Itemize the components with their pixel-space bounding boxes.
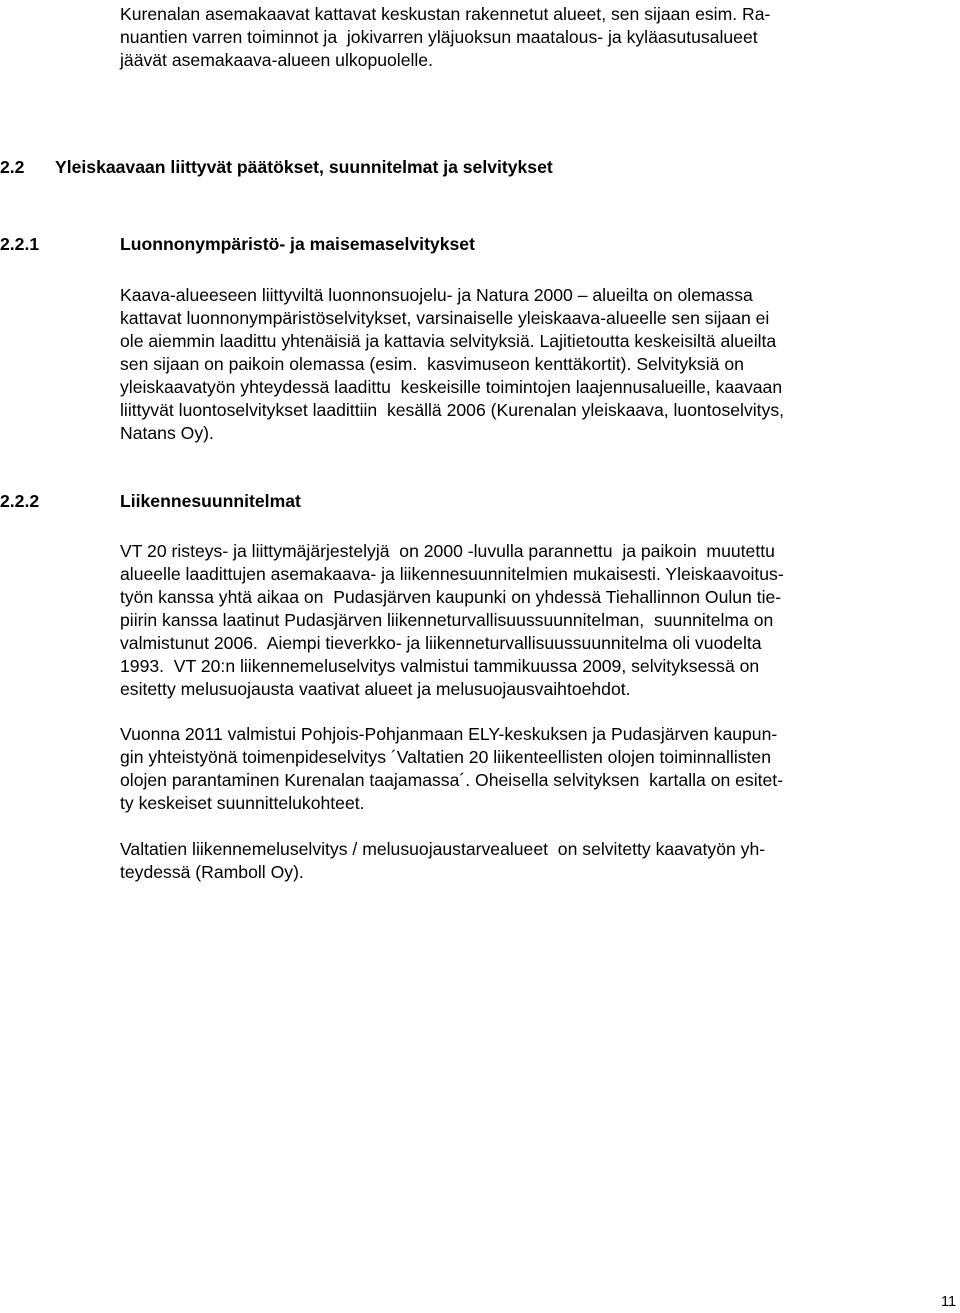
paragraph-line: Natans Oy). <box>120 423 214 443</box>
intro-line-1: Kurenalan asemakaavat kattavat keskustan rakennetut alueet, sen sijaan esim. Ra- <box>120 4 771 24</box>
section-number: 2.2.2 <box>0 491 40 511</box>
intro-line-2: nuantien varren toiminnot ja jokivarren yläjuoksun maatalous- ja kyläasutusalueet <box>120 27 758 47</box>
paragraph-line: Kaava-alueeseen liittyviltä luonnonsuojelu- ja Natura 2000 – alueilta on olemassa <box>120 285 753 305</box>
paragraph-line: VT 20 risteys- ja liittymäjärjestelyjä on 2000 -luvulla parannettu ja paikoin muutettu <box>120 541 775 561</box>
paragraph-line: Valtatien liikennemeluselvitys / melusuojaustarvealueet on selvitetty kaavatyön yh- <box>120 839 766 859</box>
paragraph-line: olojen parantaminen Kurenalan taajamassa´. Oheisella selvityksen kartalla on esitet- <box>120 770 784 790</box>
intro-line-3: jäävät asemakaava-alueen ulkopuolelle. <box>120 50 433 70</box>
paragraph-line: 1993. VT 20:n liikennemeluselvitys valmistui tammikuussa 2009, selvityksessä on <box>120 656 760 676</box>
paragraph-line: ty keskeiset suunnittelukohteet. <box>120 793 365 813</box>
paragraph-line: sen sijaan on paikoin olemassa (esim. kasvimuseon kenttäkortit). Selvityksiä on <box>120 354 744 374</box>
section-title: Luonnonympäristö- ja maisemaselvitykset <box>120 234 475 254</box>
section-title: Yleiskaavaan liittyvät päätökset, suunnitelmat ja selvitykset <box>55 157 553 177</box>
section-title: Liikennesuunnitelmat <box>120 491 301 511</box>
page-number: 11 <box>941 1294 957 1310</box>
paragraph-line: esitetty melusuojausta vaativat alueet ja melusuojausvaihtoehdot. <box>120 679 631 699</box>
paragraph-line: valmistunut 2006. Aiempi tieverkko- ja liikenneturvallisuussuunnitelma oli vuodelta <box>120 633 762 653</box>
paragraph-line: gin yhteistyönä toimenpideselvitys ´Valtatien 20 liikenteellisten olojen toiminnallisten <box>120 747 772 767</box>
paragraph-line: piirin kanssa laatinut Pudasjärven liikenneturvallisuussuunnitelman, suunnitelma on <box>120 610 774 630</box>
paragraph-line: liittyvät luontoselvitykset laadittiin kesällä 2006 (Kurenalan yleiskaava, luontoselvitys, <box>120 400 785 420</box>
paragraph-line: kattavat luonnonympäristöselvitykset, varsinaiselle yleiskaava-alueelle sen sijaan ei <box>120 308 770 328</box>
paragraph-line: ole aiemmin laadittu yhtenäisiä ja kattavia selvityksiä. Lajitietoutta keskeisiltä alueilta <box>120 331 777 351</box>
paragraph-line: Vuonna 2011 valmistui Pohjois-Pohjanmaan ELY-keskuksen ja Pudasjärven kaupun- <box>120 724 778 744</box>
paragraph-line: teydessä (Ramboll Oy). <box>120 862 304 882</box>
paragraph-line: työn kanssa yhtä aikaa on Pudasjärven kaupunki on yhdessä Tiehallinnon Oulun tie- <box>120 587 782 607</box>
section-number: 2.2.1 <box>0 234 40 254</box>
paragraph-line: alueelle laadittujen asemakaava- ja liikennesuunnitelmien mukaisesti. Yleiskaavoitus- <box>120 564 784 584</box>
paragraph-line: yleiskaavatyön yhteydessä laadittu keskeisille toimintojen laajennusalueille, kaavaan <box>120 377 783 397</box>
section-number: 2.2 <box>0 157 25 177</box>
